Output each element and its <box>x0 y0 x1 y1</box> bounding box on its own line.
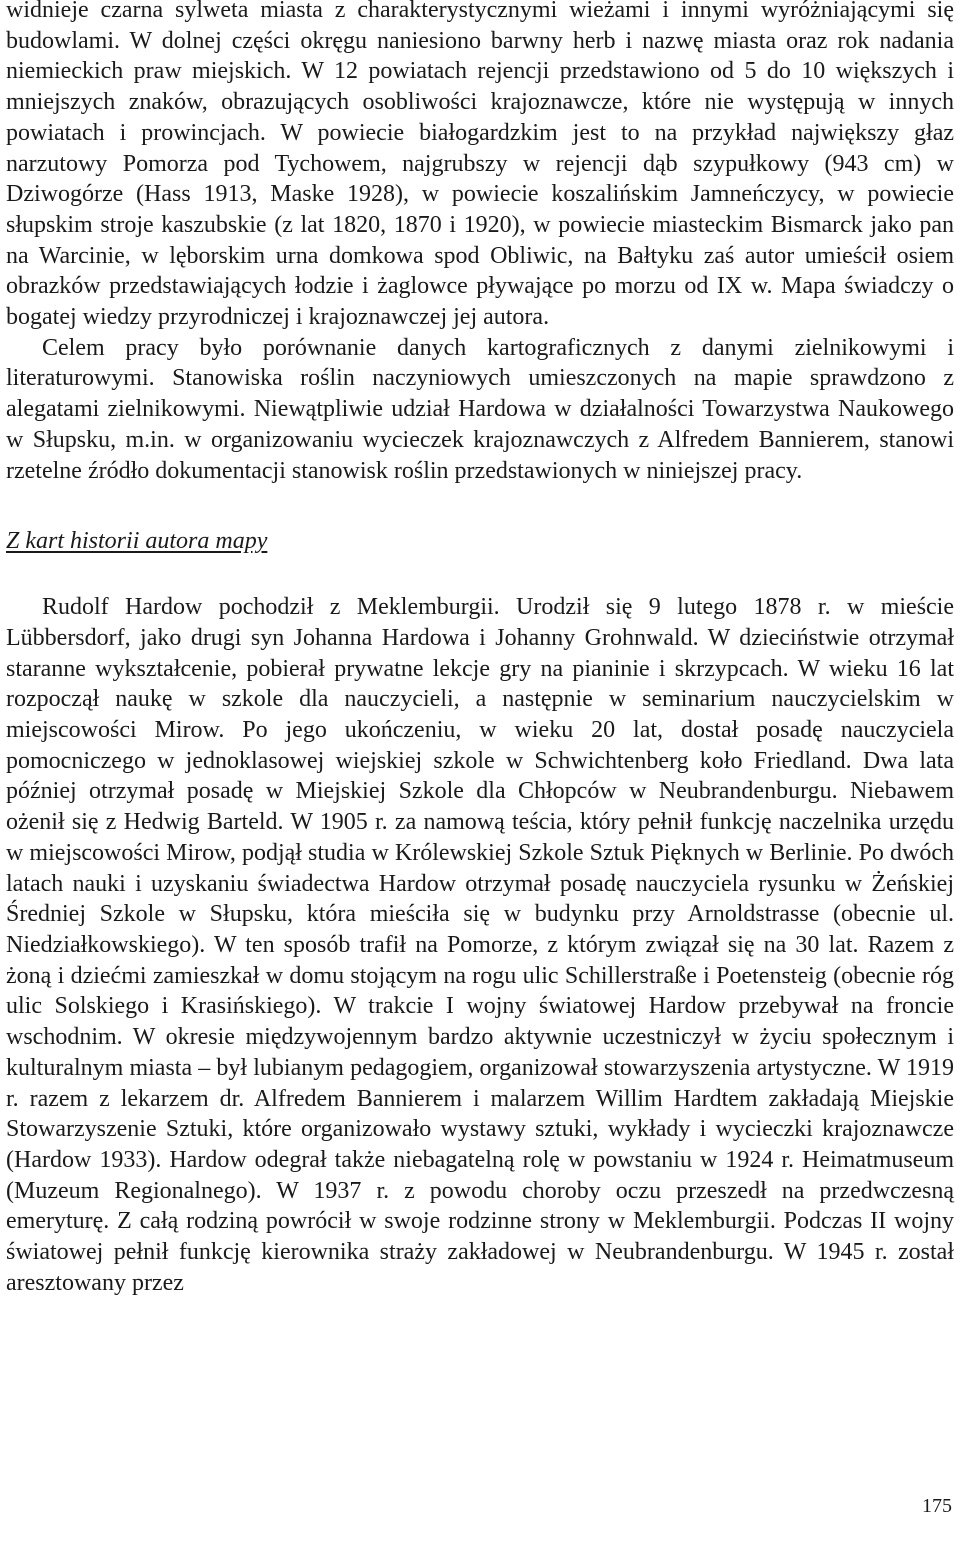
body-paragraph: Celem pracy było porównanie danych kartograficznych z danymi zielnikowymi i literaturowymi. Stanowiska roślin naczyniowych umieszczonych na mapie sprawdzono z alegatami zielnikowymi. Niewątpliwie udział Hardowa w działalności Towarzystwa Naukowego w Słupsku, m.in. w organizowaniu wycieczek krajoznawczych z Alfredem Bannierem, stanowi rzetelne źródło dokumentacji stanowisk roślin przedstawionych w niniejszej pracy. <box>6 334 954 484</box>
section-heading: Z kart historii autora mapy <box>6 528 268 555</box>
page-number: 175 <box>922 1495 952 1517</box>
body-paragraph: Rudolf Hardow pochodził z Meklemburgii. Urodził się 9 lutego 1878 r. w mieście Lübbersdorf, jako drugi syn Johanna Hardowa i Johanny Grohnwald. W dzieciństwie otrzymał staranne wykształcenie, pobierał prywatne lekcje gry na pianinie i skrzypcach. W wieku 16 lat rozpoczął naukę w szkole dla nauczycieli, a następnie w seminarium nauczycielskim w miejscowości Mirow. Po jego ukończeniu, w wieku 20 lat, dostał posadę nauczyciela pomocniczego w jednoklasowej wiejskiej szkole w Schwichtenberg koło Friedland. Dwa lata później otrzymał posadę w Miejskiej Szkole dla Chłopców w Neubrandenburgu. Niebawem ożenił się z Hedwig Barteld. W 1905 r. za namową teścia, który pełnił funkcję naczelnika urzędu w miejscowości Mirow, podjął studia w Królewskiej Szkole Sztuk Pięknych w Berlinie. Po dwóch latach nauki i uzyskaniu świadectwa Hardow otrzymał posadę nauczyciela rysunku w Żeńskiej Średniej Szkole w Słupsku, która mieściła się w budynku przy Arnoldstrasse (obecnie ul. Niedziałkowskiego). W ten sposób trafił na Pomorze, z którym związał się na 30 lat. Razem z żoną i dziećmi zamieszkał w domu stojącym na rogu ulic Schillerstraße i Poetensteig (obecnie róg ulic Solskiego i Krasińskiego). W trakcie I wojny światowej Hardow przebywał na froncie wschodnim. W okresie międzywojennym bardzo aktywnie uczestniczył w życiu społecznym i kulturalnym miasta – był lubianym pedagogiem, organizował stowarzyszenia artystyczne. W 1919 r. razem z lekarzem dr. Alfredem Bannierem i malarzem Willim Hardtem zakładają Miejskie Stowarzyszenie Sztuki, które organizowało wystawy sztuki, wykłady i wycieczki krajoznawcze (Hardow 1933). Hardow odegrał także niebagatelną rolę w powstaniu w 1924 r. Heimatmuseum (Muzeum Regionalnego). W 1937 r. z powodu choroby oczu przeszedł na przedwczesną emeryturę. Z całą rodziną powrócił w swoje rodzinne strony w Meklemburgii. Podczas II wojny światowej pełnił funkcję kierownika straży zakładowej w Neubrandenburgu. W 1945 r. został aresztowany przez <box>6 594 954 1296</box>
document-page <box>6 0 954 1298</box>
body-paragraph: widnieje czarna sylweta miasta z charakterystycznymi wieżami i innymi wyróżniającymi się budowlami. W dolnej części okręgu naniesiono barwny herb i nazwę miasta oraz rok nadania niemieckich praw miejskich. W 12 powiatach rejencji przedstawiono od 5 do 10 większych i mniejszych znaków, obrazujących osobliwości krajoznawcze, które nie występują w innych powiatach i prowincjach. W powiecie białogardzkim jest to na przykład największy głaz narzutowy Pomorza pod Tychowem, najgrubszy w rejencji dąb szypułkowy (943 cm) w Dziwogórze (Hass 1913, Maske 1928), w powiecie koszalińskim Jamneńczycy, w powiecie słupskim stroje kaszubskie (z lat 1820, 1870 i 1920), w powiecie miasteckim Bismarck jako pan na Warcinie, w lęborskim urna domkowa spod Obliwic, na Bałtyku zaś autor umieścił osiem obrazków przedstawiających łodzie i żaglowce pływające po morzu od IX w. Mapa świadczy o bogatej wiedzy przyrodniczej i krajoznawczej jej autora. <box>6 0 954 331</box>
